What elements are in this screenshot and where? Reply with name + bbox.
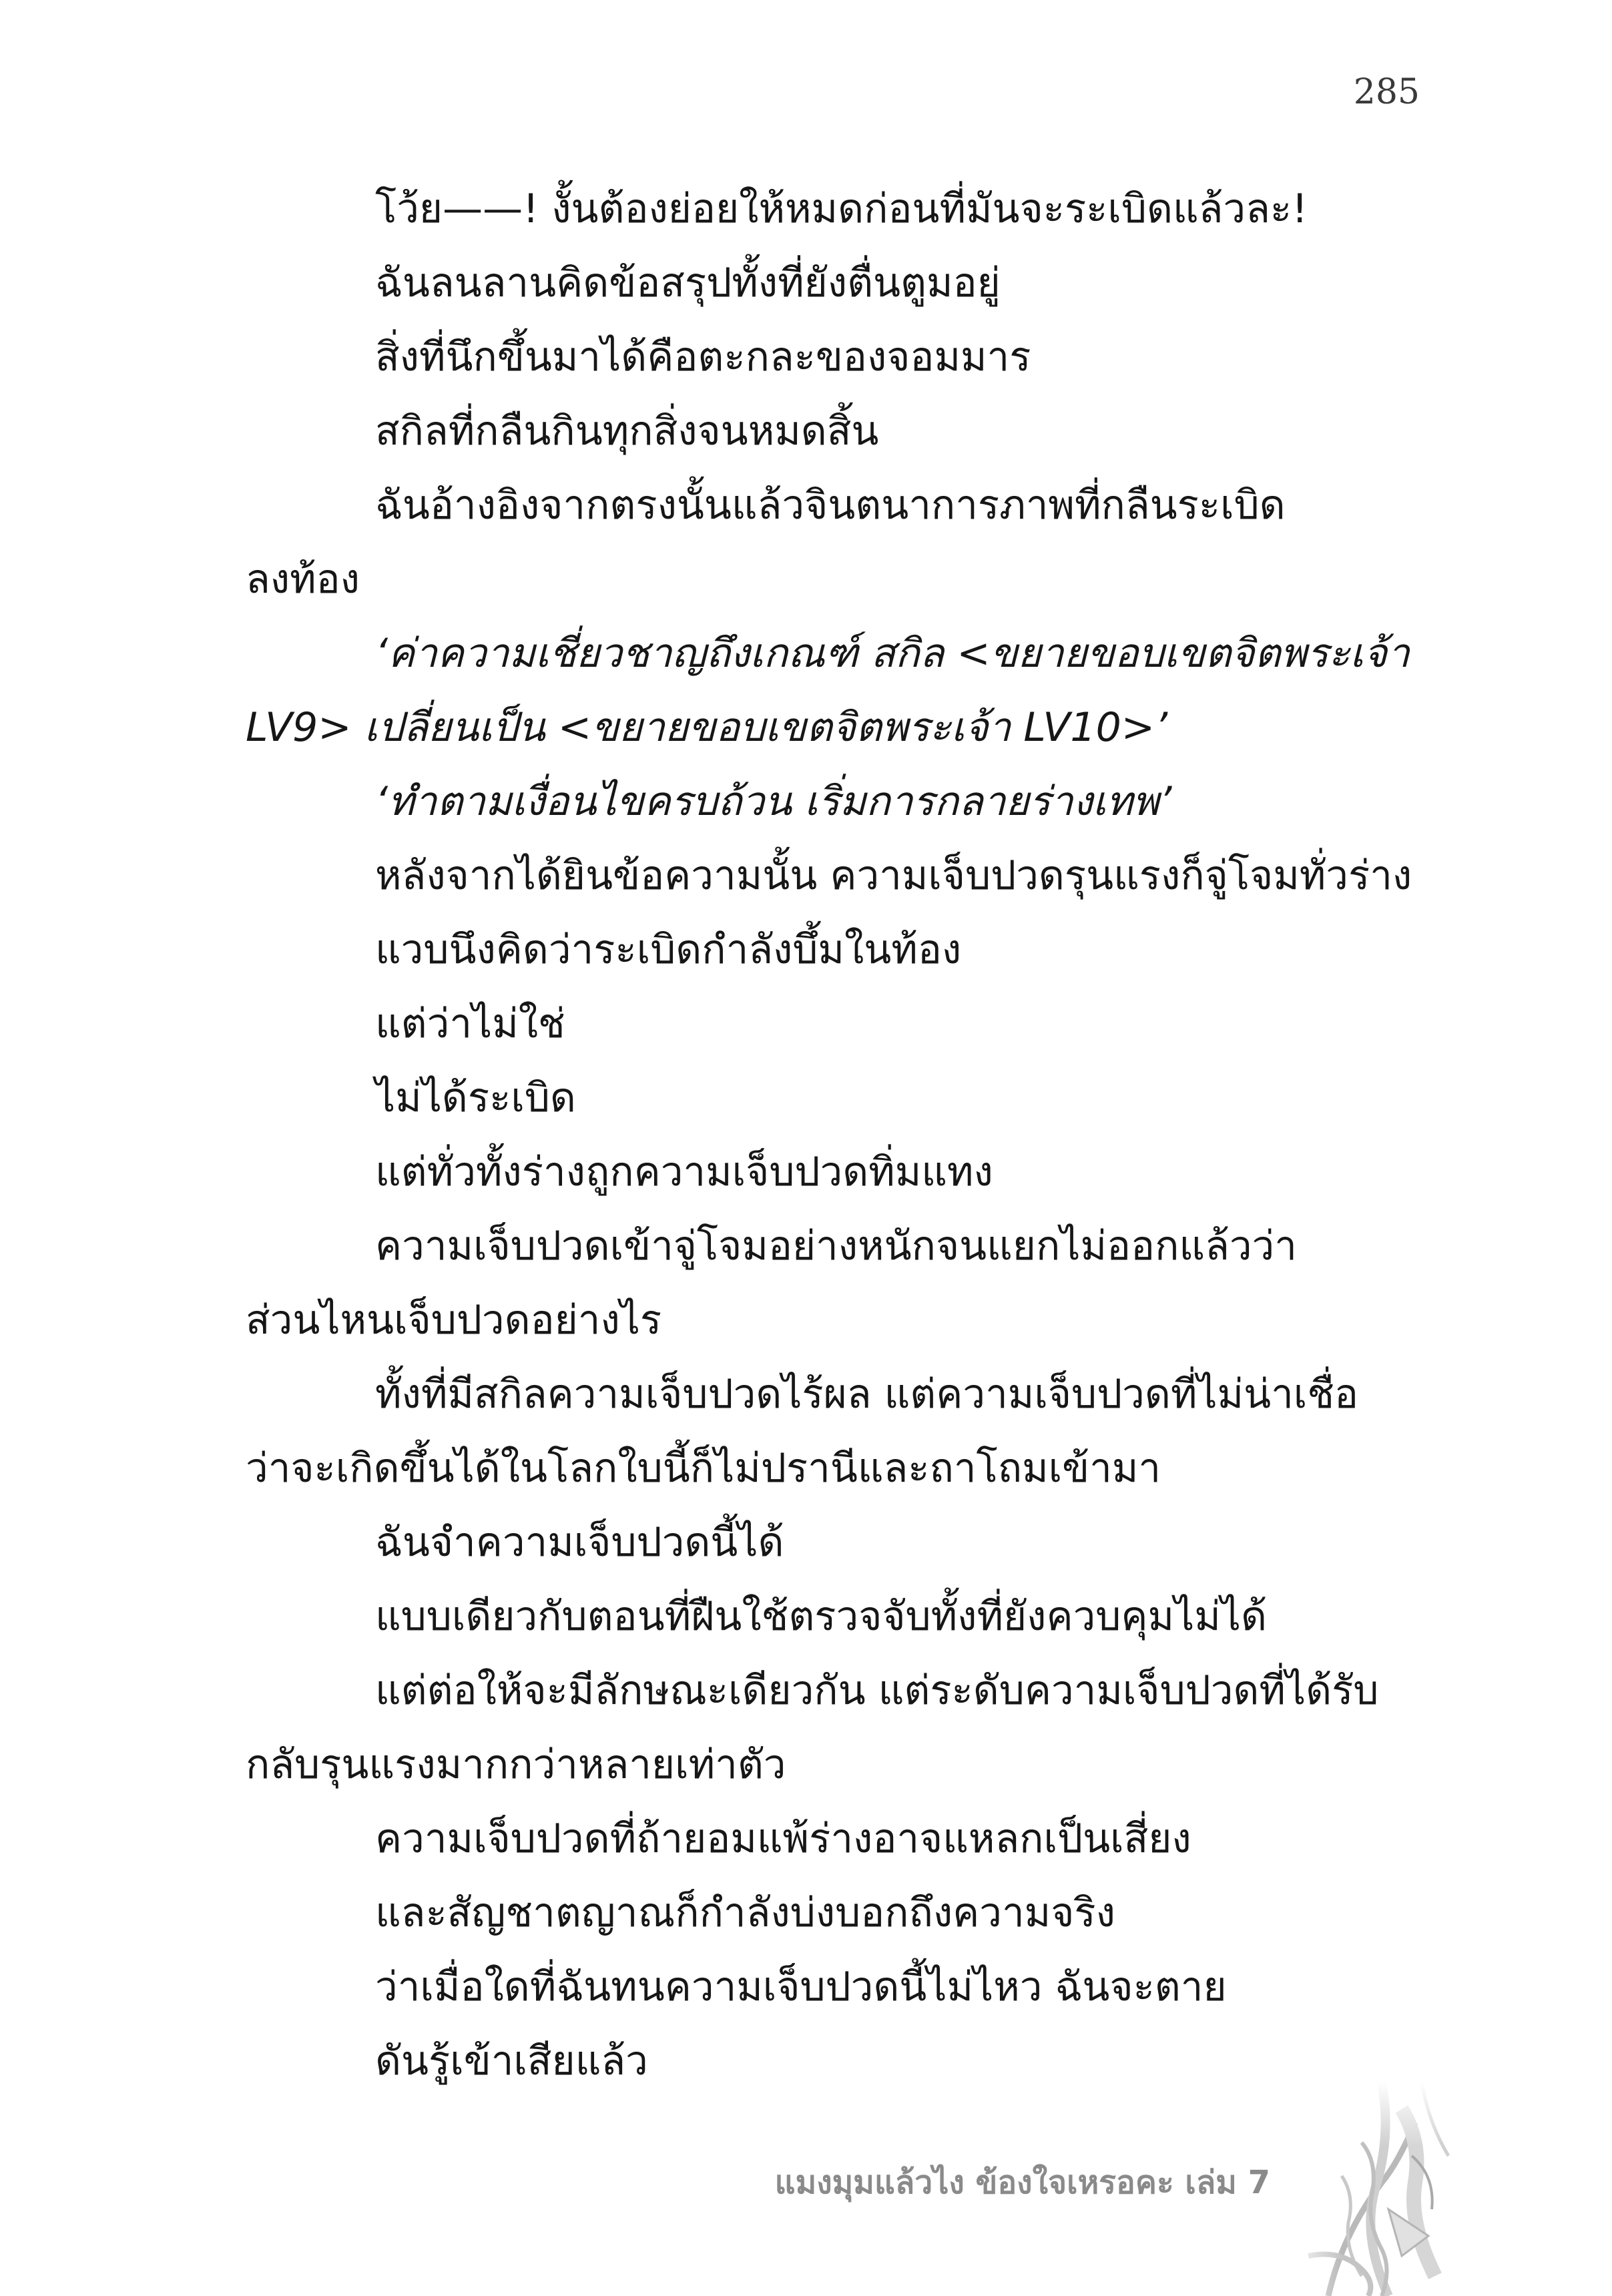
text-line: ฉันลนลานคิดข้อสรุปทั้งที่ยังตื่นตูมอยู่ xyxy=(375,260,1001,306)
text-line: และสัญชาตญาณก็กำลังบ่งบอกถึงความจริง xyxy=(375,1890,1115,1936)
book-title-footer: แมงมุมแล้วไง ข้องใจเหรอคะ เล่ม 7 xyxy=(774,2164,1270,2201)
illustration-sketch xyxy=(1282,2082,1455,2296)
text-line: ‘ทำตามเงื่อนไขครบถ้วน เริ่มการกลายร่างเทพ’ xyxy=(375,778,1172,825)
text-line: แต่ต่อให้จะมีลักษณะเดียวกัน แต่ระดับความเจ็บปวดที่ได้รับ xyxy=(375,1667,1379,1714)
text-line: แต่ทั่วทั้งร่างถูกความเจ็บปวดทิ่มแทง xyxy=(375,1149,993,1195)
text-line: ว่าจะเกิดขึ้นได้ในโลกใบนี้ก็ไม่ปรานีและถาโถมเข้ามา xyxy=(246,1445,1161,1492)
text-line: โว้ย——! งั้นต้องย่อยให้หมดก่อนที่มันจะระเบิดแล้วละ! xyxy=(375,186,1308,232)
text-line: ฉันจำความเจ็บปวดนี้ได้ xyxy=(375,1519,784,1566)
text-line: ทั้งที่มีสกิลความเจ็บปวดไร้ผล แต่ความเจ็บปวดที่ไม่น่าเชื่อ xyxy=(375,1371,1359,1418)
text-line: ดันรู้เข้าเสียแล้ว xyxy=(375,2038,648,2084)
text-line: สิ่งที่นึกขึ้นมาได้คือตะกละของจอมมาร xyxy=(375,334,1031,380)
text-line: แต่ว่าไม่ใช่ xyxy=(375,1000,565,1047)
text-line: ฉันอ้างอิงจากตรงนั้นแล้วจินตนาการภาพที่กลืนระเบิด xyxy=(375,482,1286,529)
text-line: ส่วนไหนเจ็บปวดอย่างไร xyxy=(246,1297,662,1344)
text-line: ลงท้อง xyxy=(246,556,360,603)
body-text xyxy=(246,172,1420,2098)
text-line: หลังจากได้ยินข้อความนั้น ความเจ็บปวดรุนแรงก็จู่โจมทั่วร่าง xyxy=(375,852,1412,899)
text-line: ว่าเมื่อใดที่ฉันทนความเจ็บปวดนี้ไม่ไหว ฉันจะตาย xyxy=(375,1964,1227,2010)
text-line: สกิลที่กลืนกินทุกสิ่งจนหมดสิ้น xyxy=(375,408,879,455)
text-line: ‘ค่าความเชี่ยวชาญถึงเกณฑ์ สกิล <ขยายขอบเขตจิตพระเจ้า xyxy=(375,630,1410,677)
text-line: กลับรุนแรงมากกว่าหลายเท่าตัว xyxy=(246,1741,786,1788)
text-line: แบบเดียวกับตอนที่ฝืนใช้ตรวจจับทั้งที่ยังควบคุมไม่ได้ xyxy=(375,1593,1267,1640)
text-line: ความเจ็บปวดที่ถ้ายอมแพ้ร่างอาจแหลกเป็นเสี่ยง xyxy=(375,1815,1191,1862)
character-illustration xyxy=(1282,2082,1455,2296)
text-line: ไม่ได้ระเบิด xyxy=(375,1075,576,1121)
text-line: แวบนึงคิดว่าระเบิดกำลังบึ้มในท้อง xyxy=(375,926,962,973)
text-line: LV9> เปลี่ยนเป็น <ขยายขอบเขตจิตพระเจ้า LV10>’ xyxy=(246,704,1168,751)
text-line: ความเจ็บปวดเข้าจู่โจมอย่างหนักจนแยกไม่ออกแล้วว่า xyxy=(375,1223,1297,1269)
page-number: 285 xyxy=(1353,72,1420,112)
